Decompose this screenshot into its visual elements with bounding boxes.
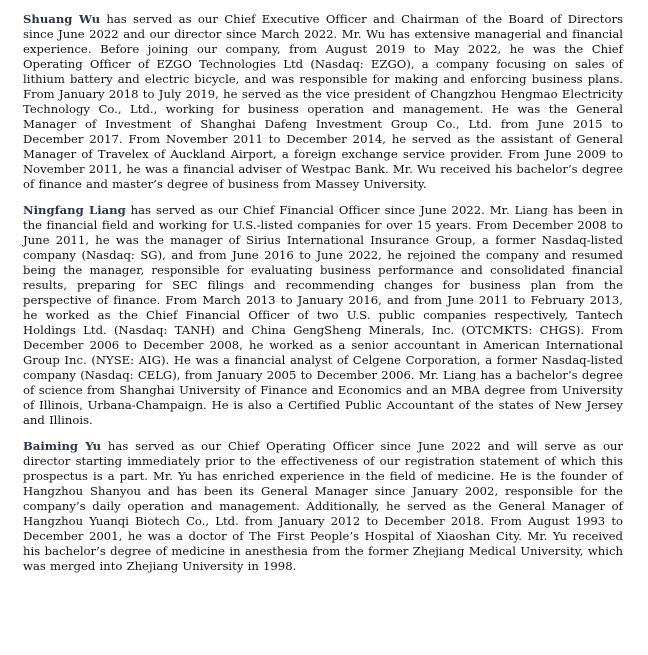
bio-text: has served as our Chief Executive Officer and Chairman of the Board of Directors since June 2022 and our director since March 2022. Mr. Wu has extensive managerial and financial experience. Before joining our company, from August 2019 to May 2022, he was the Chief Operating Officer of EZGO Technologies Ltd (Nasdaq: EZGO), a company focusing on sales of lithium battery and electric bicycle, and was responsible for making and enforcing business plans. From January 2018 to July 2019, he served as the vice president of Changzhou Hengmao Electricity Technology Co., Ltd., working for business operation and management. He was the General Manager of Investment of Shanghai Dafeng Investment Group Co., Ltd. from June 2015 to December 2017. From November 2011 to December 2014, he served as the assistant of General Manager of Travelex of Auckland Airport, a foreign exchange service provider. From June 2009 to November 2011, he was a financial adviser of Westpac Bank. Mr. Wu received his bachelor’s degree of finance and master’s degree of business from Massey University.: [23, 12, 623, 191]
document-body: [23, 12, 623, 585]
bio-text: has served as our Chief Financial Officer since June 2022. Mr. Liang has been in the financial field and working for U.S.-listed companies for over 15 years. From December 2008 to June 2011, he was the manager of Sirius International Insurance Group, a former Nasdaq-listed company (Nasdaq: SG), and from June 2016 to June 2022, he rejoined the company and resumed being the manager, responsible for evaluating business performance and consolidated financial results, preparing for SEC filings and recommending changes for business plan from the perspective of finance. From March 2013 to January 2016, and from June 2011 to February 2013, he worked as the Chief Financial Officer of two U.S. public companies respectively, Tantech Holdings Ltd. (Nasdaq: TANH) and China GengSheng Minerals, Inc. (OTCMKTS: CHGS). From December 2006 to December 2008, he worked as a senior accountant in American International Group Inc. (NYSE: AIG). He was a financial analyst of Celgene Corporation, a former Nasdaq-listed company (Nasdaq: CELG), from January 2005 to December 2006. Mr. Liang has a bachelor’s degree of science from Shanghai University of Finance and Economics and an MBA degree from University of Illinois, Urbana-Champaign. He is also a Certified Public Accountant of the states of New Jersey and Illinois.: [23, 203, 623, 427]
bio-name: Ningfang Liang: [23, 203, 126, 217]
bio-paragraph-ningfang-liang: [23, 203, 623, 428]
bio-text: has served as our Chief Operating Officer since June 2022 and will serve as our director starting immediately prior to the effectiveness of our registration statement of which this prospectus is a part. Mr. Yu has enriched experience in the field of medicine. He is the founder of Hangzhou Shanyou and has been its General Manager since January 2002, responsible for the company’s daily operation and management. Additionally, he served as the General Manager of Hangzhou Yuanqi Biotech Co., Ltd. from January 2012 to December 2018. From August 1993 to December 2001, he was a doctor of The First People’s Hospital of Xiaoshan City. Mr. Yu received his bachelor’s degree of medicine in anesthesia from the former Zhejiang Medical University, which was merged into Zhejiang University in 1998.: [23, 439, 623, 573]
bio-name: Baiming Yu: [23, 439, 102, 453]
bio-name: Shuang Wu: [23, 12, 101, 26]
bio-paragraph-shuang-wu: [23, 12, 623, 192]
bio-paragraph-baiming-yu: [23, 439, 623, 574]
